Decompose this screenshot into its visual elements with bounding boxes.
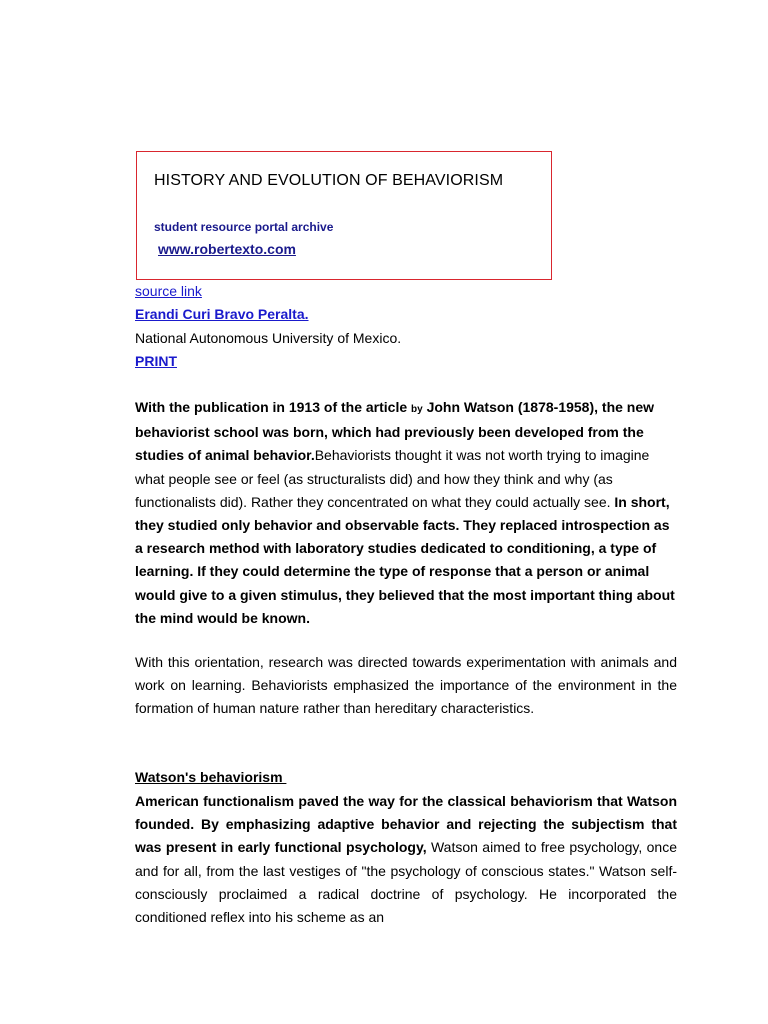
intro-bold-3: In short, they studied only behavior and observable facts. They replaced introspection as a research method with laboratory studies dedicated to conditioning, a type of learning. If they could determine the type of response that a person or animal would give to a given stimulus, they believed that the most important thing about the mind would be known. [135, 493, 675, 626]
section-heading-watson: Watson's behaviorism [135, 769, 287, 785]
intro-bold-1: With the publication in 1913 of the article [135, 399, 412, 415]
print-link[interactable]: PRINT [135, 353, 177, 369]
website-link[interactable]: www.robertexto.com [158, 241, 296, 257]
title-box [136, 151, 552, 280]
watson-normal-1: Watson aimed to free psychology, once and for all, from the last vestiges of "the psychology of conscious states." Watson self-consciously proclaimed a radical doctrine of psychology. He incorporated the conditioned reflex into his scheme as an [135, 839, 677, 926]
watson-bold-1: American functionalism paved the way for the classical behaviorism that Watson founded. By emphasizing adaptive behavior and rejecting the subjectism that was present in early functional psychology, [135, 793, 677, 856]
orientation-paragraph: With this orientation, research was directed towards experimentation with animals and work on learning. Behaviorists emphasized the importance of the environment in the formation of human nature rather than hereditary characteristics. [135, 654, 677, 717]
author-link[interactable]: Erandi Curi Bravo Peralta. [135, 306, 309, 322]
intro-bold-2: John Watson (1878-1958), the new behaviorist school was born, which had previously been developed from the studies of animal behavior. [135, 399, 655, 464]
source-link[interactable]: source link [135, 283, 202, 299]
intro-normal-1: Behaviorists thought it was not worth trying to imagine what people see or feel (as structuralists did) and how they think and why (as functionalists did). Rather they concentrated on what they could actually see. [135, 447, 650, 510]
institution: National Autonomous University of Mexico. [135, 330, 402, 346]
archive-subtitle: student resource portal archive [154, 220, 334, 234]
intro-by: by [411, 404, 423, 415]
document-title: HISTORY AND EVOLUTION OF BEHAVIORISM [154, 172, 504, 189]
watson-paragraph [135, 790, 677, 929]
intro-paragraph [135, 396, 677, 630]
